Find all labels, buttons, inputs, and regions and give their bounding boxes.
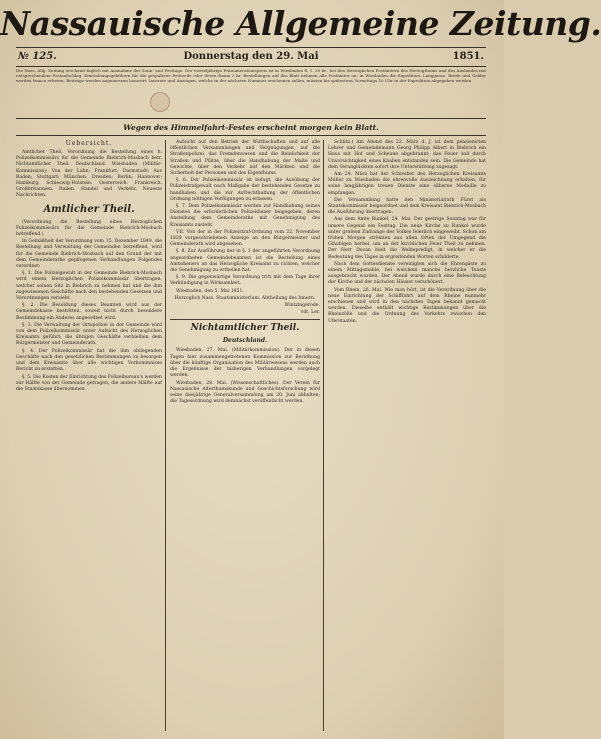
- newspaper-masthead: Nassauische Allgemeine Zeitung.: [0, 4, 601, 43]
- article-paragraph: In Gemäßheit der Verordnung vom 15. Dezember 1849, die Bestellung und Verwaltung der Gemeinden betreffend, wird für die Gemeinde Biebrich-Mosbach auf den Grund der mit dem Gemeinderathe gepflogenen Verhandlungen Folgendes verordnet:: [16, 239, 162, 270]
- column-left: [16, 140, 162, 733]
- article-paragraph: §. 2. Die Besoldung dieses Beamten wird aus der Gemeindekasse bestritten, soweit nicht durch besondere Bestimmung ein Anderes angeordnet wird.: [16, 303, 162, 321]
- holiday-banner: Wegen des Himmelfahrt-Festes erscheint morgen kein Blatt.: [16, 121, 486, 136]
- article-paragraph: Vom Rhein, 26. Mai. Wie man hört, ist die Verordnung über die neue Einrichtung der Schifffahrt auf dem Rheine nunmehr erschienen und wird in den nächsten Tagen bekannt gemacht werden. Dieselbe enthält wichtige Bestimmungen über die Rheinzölle und die Ordnung des Verkehrs zwischen den Uferstaaten.: [328, 287, 486, 324]
- library-stamp: [150, 92, 170, 112]
- signature-place: Wiesbaden, den 5. Mai 1851.: [176, 288, 244, 294]
- signature-name: Wintzingerode.: [284, 303, 320, 309]
- news-item: Wiesbaden, 27. Mai. (Militärkommission). Der in diesen Tagen hier zusammengetretenen Kommission zur Berathung über die künftige Organisation des Militärwesens werden auch die Ergebnisse der bisherigen Verhandlungen vorgelegt werden.: [170, 348, 320, 379]
- article-paragraph: §. 3. Die Verwaltung der Ortspolizei in der Gemeinde wird von dem Polizeikommissär unter Aufsicht des Herzoglichen Kreisamts geführt; die übrigen Geschäfte verbleiben dem Bürgermeister und Gemeinderath.: [16, 322, 162, 347]
- article-paragraph: Die Versammlung hatte den Ministerialrath Fürst als Staatskommissär beigeordnet und dem Kreisamt Biebrich-Mosbach die Ausführung übertragen.: [328, 197, 486, 216]
- article-paragraph: Aus dem Amte Runkel, 24. Mai. Der gestrige Sonntag war für unsere Gegend ein Festtag. Die neue Kirche zu Runkel wurde unter großem Zudrange des Volkes feierlich eingeweiht. Schon am frühen Morgen strömten aus allen Orten der Umgegend die Gläubigen herbei, um an der kirchlichen Feier Theil zu nehmen. Der Herr Decan hielt die Weihepredigt, in welcher er die Bedeutung des Tages in ergreifenden Worten schilderte.: [328, 217, 486, 260]
- subscription-notice: Die Nass. Allg. Zeitung erscheint täglich mit Ausnahme der Sonn- und Festtage. Der vierteljährige Pränumerationspreis ist in Wiesbaden fl. 1. 30 kr., bei den Herzoglichen Postämtern des Herzogthums und des Auslandes mit entsprechendem Postaufschlag. Einrückungsgebühren für die gespaltene Petitzeile oder deren Raum 3 kr. Bestellungen auf das Blatt nehmen alle Postämter an; in Wiesbaden die Expedition, Langgasse. Briefe und Gelder werden franco erbeten. Beiträge werden angemessen honorirt. Inserate und Anzeigen, welche in der nächsten Nummer erscheinen sollen, müssen bis spätestens Vormittags 10 Uhr in der Expedition abgegeben werden.: [16, 68, 486, 119]
- article-paragraph: Am 24. März hat der Schreiber des Herzoglichen Kreisamts Müller zu Wiesbaden die ehrenvolle Auszeichnung erhalten, für seine langjährigen treuen Dienste eine silberne Medaille zu empfangen.: [328, 172, 486, 196]
- section-heading-unofficial: Nichtamtlicher Theil.: [170, 319, 320, 334]
- issue-year: 1851.: [452, 51, 484, 62]
- contents-text: Amtlicher Theil. Verordnung die Bestellung eines h. Polizeikommissärs für die Gemeinde Biebrich-Mosbach betr. Nichtamtlicher Theil. Deutschland. Wiesbaden (Militär-Kommission); Von der Lahn; Frankfurt; Darmstadt; Aus Baden; Stuttgart; München; Dresden; Berlin; Hannover; Hamburg. Schleswig-Holstein. Oesterreich. Frankreich. Großbritannien. Italien. Handel und Verkehr. Neueste Nachrichten.: [16, 150, 162, 199]
- article-paragraph: §. 8. Zur Ausführung der in §. 1 der angeführten Verordnung angeordneten Gemeindebeamten ist die Bestellung eines Amtsdieners an das Herzogliche Kreisamt zu richten, welcher die Genehmigung zu ertheilen hat.: [170, 249, 320, 274]
- section-heading-official: Amtlicher Theil.: [43, 203, 135, 215]
- issue-date: Donnerstag den 29. Mai: [183, 51, 319, 62]
- signature-initials: vdt. Ler.: [300, 310, 320, 316]
- column-middle: [170, 140, 320, 733]
- article-paragraph: (Verordnung die Bestellung eines Herzoglichen Polizeikommissärs für die Gemeinde Biebrich-Mosbach betreffend.): [16, 219, 162, 238]
- dateline-bar: [16, 47, 486, 67]
- article-paragraph: §. 9. Die gegenwärtige Verordnung tritt mit dem Tage ihrer Verkündigung in Wirksamkeit.: [170, 275, 320, 287]
- article-paragraph: Schlitz.) Am Abend des 22. März d. J. ist dem pensionirten Lehrer und Gemeindemann Georg Philipp Albert in Biebrich ein Haus mit Hof und Scheune abgebrannt; das Feuer soll durch Unvorsichtigkeit eines Knaben entstanden sein. Die Gemeinde hat dem Verunglückten sofort ihre Unterstützung zugesagt.: [328, 140, 486, 170]
- column-divider: [165, 140, 166, 731]
- article-paragraph: §. 1. Die Polizeigewalt in der Gemeinde Biebrich-Mosbach wird einem Herzoglichen Polizeikommissär übertragen, welcher seinen Sitz in Biebrich zu nehmen hat und die ihm zugewiesenen Geschäfte nach den bestehenden Gesetzen und Verordnungen versieht.: [16, 271, 162, 302]
- article-paragraph: §. 6. Der Polizeikommissär ist befugt, die Ausübung der Polizeistrafgewalt nach Maßgabe der bestehenden Gesetze zu handhaben und die zur Aufrechthaltung der öffentlichen Ordnung nöthigen Verfügungen zu erlassen.: [170, 178, 320, 202]
- article-paragraph: §. 4. Der Polizeikommissär hat die ihm obliegenden Geschäfte nach den gesetzlichen Bestimmungen zu besorgen und dem Kreisamte über alle wichtigen Vorkommnisse Bericht zu erstatten.: [16, 348, 162, 373]
- article-paragraph: Aufsicht auf den Betrieb der Wirthschaften und auf alle öffentlichen Versammlungen und Vergnügungen, auf die Straßenpolizei, das Fremdenwesen und die Reinlichkeit der Straßen und Plätze, über die Handhabung der Maße und Gewichte, über den Verkehr auf den Märkten und die Sicherheit der Personen und des Eigenthums.: [170, 140, 320, 177]
- article-paragraph: Nach dem Gottesdienste vereinigten sich die Ehrengäste zu einem Mittagsmahle, bei welchem manche herzliche Toaste ausgebracht wurden. Der Abend wurde durch eine Beleuchtung der Kirche und der nächsten Häuser verschönert.: [328, 261, 486, 286]
- subsection-heading-germany: Deutschland.: [222, 337, 268, 345]
- news-item: Wiesbaden, 28. Mai. (Wissenschaftliches). Der Verein für Nassauische Alterthumskunde und Geschichtsforschung wird seine diesjährige Generalversammlung am 20. Juni abhalten; die Tagesordnung wird demnächst veröffentlicht werden.: [170, 380, 320, 405]
- signature-authority: Herzoglich Nass. Staatsministerium, Abtheilung des Innern.: [174, 295, 316, 301]
- column-divider: [323, 140, 324, 731]
- article-paragraph: §. 7. Dem Polizeikommissär werden zur Handhabung seines Dienstes die erforderlichen Polizeidiener beigegeben, deren Anstellung dem Gemeinderathe mit Genehmigung des Kreisamts zusteht.: [170, 204, 320, 228]
- column-right: [328, 140, 486, 733]
- article-paragraph: VII. Von der in der Polizeistraf-Ordnung vom 22. November 1829 vorgeschriebenen Anzeige an den Bürgermeister und Gemeinderath wird abgesehen.: [170, 229, 320, 248]
- issue-number: № 125.: [18, 51, 57, 62]
- contents-heading: Uebersicht.: [65, 140, 113, 147]
- article-paragraph: §. 5. Die Kosten der Einrichtung des Polizeibureau's werden zur Hälfte von der Gemeinde getragen, die andere Hälfte auf die Staatskasse übernommen.: [16, 374, 163, 392]
